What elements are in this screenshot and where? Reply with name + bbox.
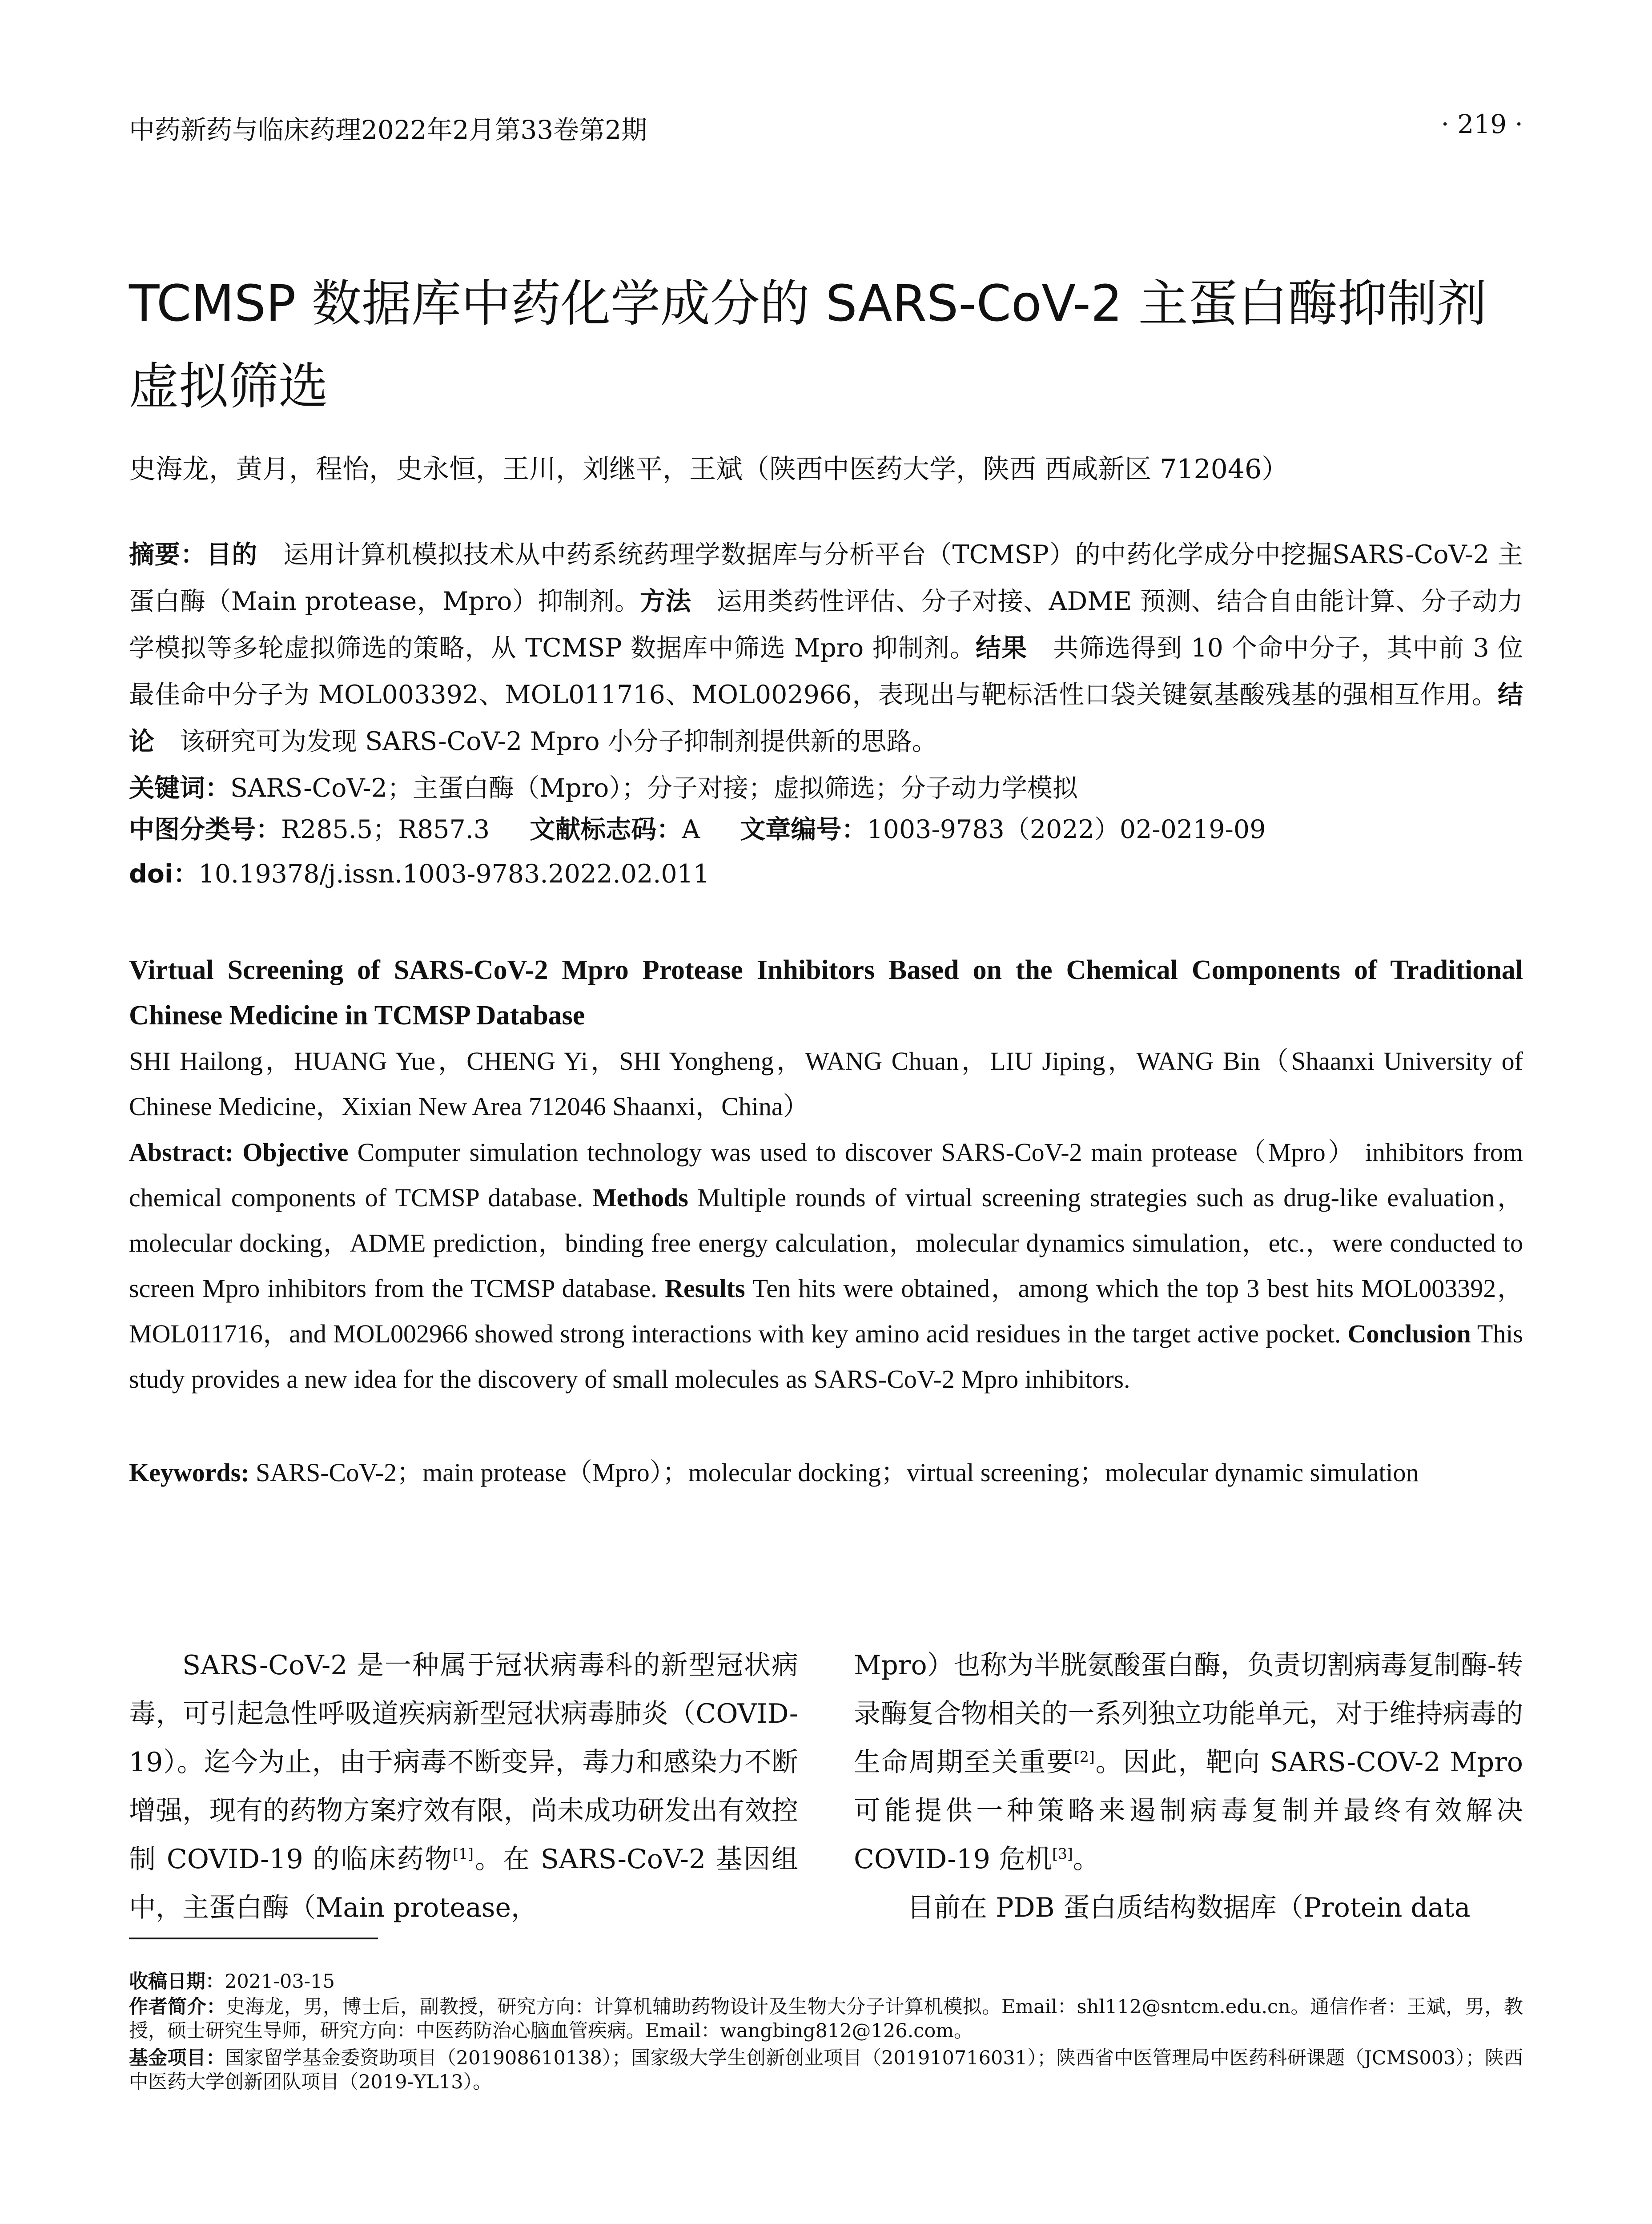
body-paragraph [129,1641,798,1932]
abstract-en-label: Abstract: [129,1138,234,1167]
methods-label-cn: 方法 [640,587,691,616]
abstract-cn-label: 摘要： [129,540,206,569]
conclusion-text-cn: 该研究可为发现 SARS-CoV-2 Mpro 小分子抑制剂提供新的思路。 [180,727,937,756]
doc-code-label: 文献标志码： [530,815,682,844]
footnote-fund [129,2046,1523,2094]
page-number: · 219 · [1441,109,1523,139]
running-header-journal: 中药新药与临床药理2022年2月第33卷第2期 [129,115,647,145]
body-column-right [854,1641,1523,1932]
methods-text-cn: 运用类药性评估、分子对接、ADME 预测、结合自由能计算、分子动力学模拟等多轮虚拟筛选的策略，从 TCMSP 数据库中筛选 Mpro 抑制剂。 [129,587,1523,663]
received-label: 收稿日期： [129,1970,225,1993]
keywords-cn [129,765,1523,812]
results-text-cn: 共筛选得到 10 个命中分子，其中前 3 位最佳命中分子为 MOL003392、MOL011716、MOL002966，表现出与靶标活性口袋关键氨基酸残基的强相互作用。 [129,633,1523,709]
results-label-cn: 结果 [976,633,1028,663]
author-info-label: 作者简介： [129,1996,226,2018]
citation-ref: [2] [1074,1748,1095,1765]
received-date: 2021-03-15 [225,1970,335,1993]
body-text: 。 [1073,1844,1100,1875]
doi-label: doi： [129,859,199,889]
keywords-cn-label: 关键词： [129,774,230,803]
body-text: Mpro）也称为半胱氨酸蛋白酶，负责切割病毒复制酶-转录酶复合物相关的一系列独立功能单元，对于维持病毒的生命周期至关重要 [854,1650,1523,1778]
body-text: SARS-CoV-2 是一种属于冠状病毒科的新型冠状病毒，可引起急性呼吸道疾病新型冠状病毒肺炎（COVID-19）。迄今为止，由于病毒不断变异，毒力和感染力不断增强，现有的药物方案疗效有限，尚未成功研发出有效控制 COVID-19 的临床药物 [129,1650,798,1875]
objective-text-en: Computer simulation technology was used to discover SARS-CoV-2 main protease（Mpro） inhibitors from chemical components of TCMSP database. [129,1138,1523,1212]
footnote-received [129,1970,1523,1994]
methods-text-en: Multiple rounds of virtual screening strategies such as drug-like evaluation，molecular docking，ADME prediction，binding free energy calculation，molecular dynamics simulation，etc.，were conducted to screen Mpro inhibitors from the TCMSP database. [129,1183,1523,1303]
article-no-label: 文章编号： [740,815,867,844]
authors-en: SHI Hailong，HUANG Yue，CHENG Yi，SHI Yongheng，WANG Chuan，LIU Jiping，WANG Bin（Shaanxi University of Chinese Medicine，Xixian New Area 712046 Shaanxi，China） [129,1047,1523,1121]
doi-line [129,854,709,894]
conclusion-label-en: Conclusion [1347,1319,1471,1348]
results-label-en: Results [665,1274,745,1303]
article-title-cn: TCMSP 数据库中药化学成分的 SARS-CoV-2 主蛋白酶抑制剂虚拟筛选 [129,275,1487,415]
classification-line [129,810,1306,850]
methods-label-en: Methods [592,1183,688,1212]
fund-label: 基金项目： [129,2047,225,2069]
abstract-cn [129,532,1523,765]
doc-code-value: A [682,815,700,844]
results-text-en: Ten hits were obtained，among which the top 3 best hits MOL003392，MOL011716，and MOL002966 showed strong interactions with key amino acid residues in the target active pocket. [129,1274,1523,1348]
body-text: 。因此，靶向 SARS-COV-2 Mpro 可能提供一种策略来遏制病毒复制并最终有效解决 COVID-19 危机 [854,1747,1523,1875]
doi-value: 10.19378/j.issn.1003-9783.2022.02.011 [198,859,710,889]
conclusion-text-en: This study provides a new idea for the discovery of small molecules as SARS-CoV-2 Mpro inhibitors. [129,1319,1523,1394]
citation-ref: [1] [453,1845,474,1862]
citation-ref: [3] [1052,1845,1073,1862]
objective-label-en: Objective [242,1138,349,1167]
keywords-en-label: Keywords: [129,1458,249,1487]
author-info-text: 史海龙，男，博士后，副教授，研究方向：计算机辅助药物设计及生物大分子计算机模拟。Email：shl112@sntcm.edu.cn。通信作者：王斌，男，教授，硕士研究生导师，研究方向：中医药防治心脑血管疾病。Email：wangbing812@126.com。 [129,1996,1523,2042]
footnote-divider [129,1938,378,1939]
footnote-author [129,1995,1523,2043]
authors-cn: 史海龙，黄月，程怡，史永恒，王川，刘继平，王斌（陕西中医药大学，陕西 西咸新区 712046） [129,454,1289,485]
body-column-left [129,1641,798,1932]
abstract-en [129,1130,1523,1402]
keywords-en [129,1450,1523,1495]
clc-value: R285.5；R857.3 [281,815,490,844]
objective-label-cn: 目的 [206,540,258,569]
article-no-value: 1003-9783（2022）02-0219-09 [867,815,1266,844]
keywords-cn-text: SARS-CoV-2；主蛋白酶（Mpro）；分子对接；虚拟筛选；分子动力学模拟 [230,774,1078,803]
fund-text: 国家留学基金委资助项目（201908610138）；国家级大学生创新创业项目（201910716031）；陕西省中医管理局中医药科研课题（JCMS003）；陕西中医药大学创新团队项目（2019-YL13）。 [129,2047,1523,2093]
body-paragraph [854,1641,1523,1884]
body-paragraph: 目前在 PDB 蛋白质结构数据库（Protein data [907,1892,1471,1923]
body-text: 。在 SARS-CoV-2 基因组中，主蛋白酶（Main protease， [129,1844,798,1923]
keywords-en-text: SARS-CoV-2；main protease（Mpro）；molecular docking；virtual screening；molecular dynamic simulation [256,1458,1419,1487]
article-title-en: Virtual Screening of SARS-CoV-2 Mpro Protease Inhibitors Based on the Chemical Components of Traditional Chinese Medicine in TCMSP Database [129,955,1523,1031]
objective-text-cn: 运用计算机模拟技术从中药系统药理学数据库与分析平台（TCMSP）的中药化学成分中挖掘SARS-CoV-2 主蛋白酶（Main protease，Mpro）抑制剂。 [129,540,1523,616]
conclusion-label-cn: 结论 [129,680,1523,756]
clc-label: 中图分类号： [129,815,281,844]
